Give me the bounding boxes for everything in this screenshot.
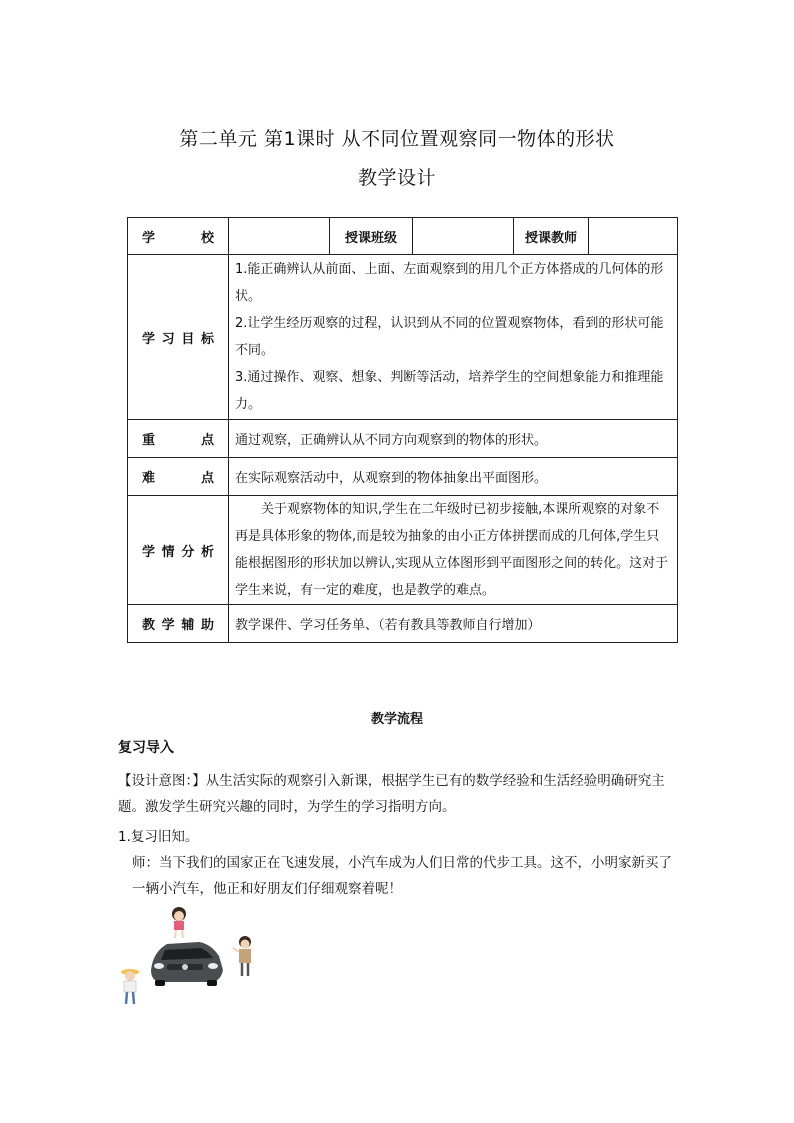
girl-on-top: [172, 907, 186, 938]
key-point-label: 重 点: [128, 420, 229, 458]
analysis-label: 学情分析: [128, 496, 229, 605]
document-title: 第二单元 第1课时 从不同位置观察同一物体的形状: [179, 128, 615, 150]
goal-item: 3.通过操作、观察、想象、判断等活动，培养学生的空间想象能力和推理能力。: [235, 370, 664, 412]
table-row: [128, 255, 678, 420]
car-and-children-illustration: [115, 900, 275, 1010]
teacher-label: 授课教师: [514, 218, 589, 255]
teacher-dialogue: 师：当下我们的国家正在飞速发展，小汽车成为人们日常的代步工具。这不，小明家新买了一辆小汽车，他正和好朋友们仔细观察着呢！: [132, 855, 672, 897]
table-row: [128, 605, 678, 643]
table-row: [128, 496, 678, 605]
goals-label: 学习目标: [128, 255, 229, 420]
lesson-info-table: [127, 217, 678, 643]
section-heading: 复习导入: [118, 740, 174, 756]
difficulty-value: 在实际观察活动中，从观察到的物体抽象出平面图形。: [229, 458, 678, 496]
goal-item: 1.能正确辨认从前面、上面、左面观察到的用几个正方体搭成的几何体的形状。: [235, 262, 664, 304]
aids-label: 教学辅助: [128, 605, 229, 643]
goal-item: 2.让学生经历观察的过程，认识到从不同的位置观察物体，看到的形状可能不同。: [235, 316, 664, 358]
table-row: [128, 218, 678, 255]
document-subtitle: 教学设计: [357, 167, 436, 189]
table-row: [128, 420, 678, 458]
class-label: 授课班级: [330, 218, 413, 255]
table-row: [128, 458, 678, 496]
list-item: 1.复习旧知。: [118, 829, 199, 845]
analysis-value: 关于观察物体的知识,学生在二年级时已初步接触,本课所观察的对象不再是具体形象的物体,而是较为抽象的由小正方体拼摆而成的几何体,学生只能根据图形的形状加以辨认,实现从立体图形到平面图形之间的转化。这对于学生来说，有一定的难度，也是教学的难点。: [229, 496, 678, 605]
class-value: [413, 218, 514, 255]
boy-left: [121, 969, 139, 1004]
aids-value: 教学课件、学习任务单、（若有教具等教师自行增加）: [229, 605, 678, 643]
car: [151, 942, 223, 986]
school-label: 学 校: [128, 218, 229, 255]
goals-cell: [229, 255, 678, 420]
flow-title: 教学流程: [370, 712, 423, 727]
design-intent: 【设计意图：】从生活实际的观察引入新课，根据学生已有的数学经验和生活经验明确研究主题。激发学生研究兴趣的同时，为学生的学习指明方向。: [118, 773, 665, 815]
difficulty-label: 难 点: [128, 458, 229, 496]
school-value: [229, 218, 330, 255]
key-point-value: 通过观察，正确辨认从不同方向观察到的物体的形状。: [229, 420, 678, 458]
boy-right: [233, 936, 251, 976]
teacher-value: [589, 218, 678, 255]
